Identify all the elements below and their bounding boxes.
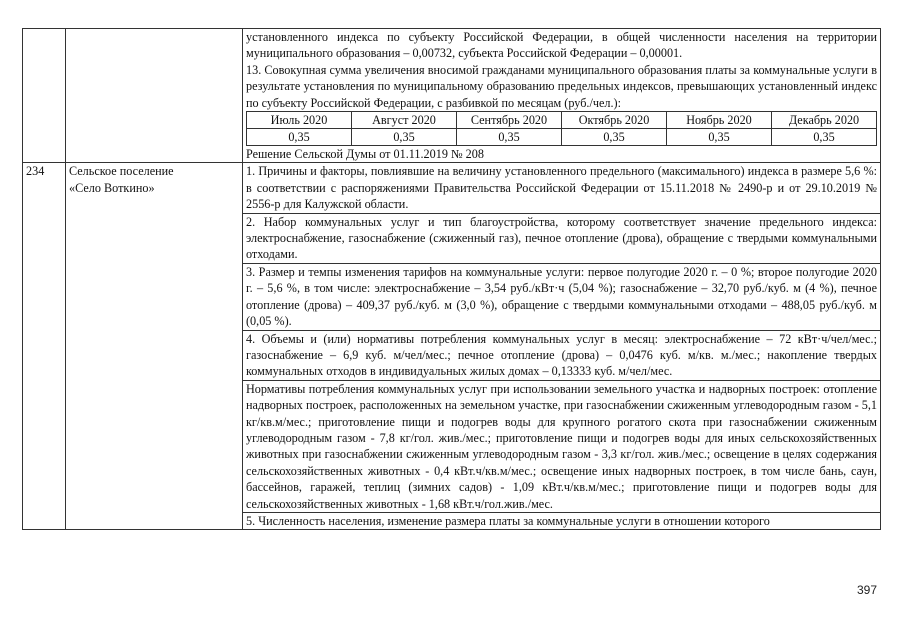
indices-table — [22, 28, 881, 530]
paragraph-1: 1. Причины и факторы, повлиявшие на величину установленного предельного (максимального) индекса в размере 5,6 %: в соответствии с распоряжениями Правительства Российской Федерации от 15.11.2018 № 2490-р и от 29.10.2019 № 2556-р для Калужской области. — [246, 164, 877, 212]
month-value: 0,35 — [667, 129, 772, 146]
municipality-name-line-2: «Село Воткино» — [69, 180, 155, 195]
month-header: Октябрь 2020 — [562, 112, 667, 129]
paragraph-2: 2. Набор коммунальных услуг и тип благоустройства, которому соответствует значение предельного индекса: электроснабжение, газоснабжение (сжиженный газ), печное отопление (дрова), обращение с твердыми коммунальными отходами. — [243, 213, 880, 263]
month-header: Ноябрь 2020 — [667, 112, 772, 129]
table-row — [23, 29, 881, 163]
values-row — [247, 129, 877, 146]
municipality-name-line-1: Сельское поселение — [69, 164, 174, 179]
row-number-cell — [23, 29, 66, 163]
municipality-name — [66, 163, 243, 530]
month-header: Июль 2020 — [247, 112, 352, 129]
month-header: Декабрь 2020 — [772, 112, 877, 129]
details-cell — [243, 163, 881, 530]
month-header: Сентябрь 2020 — [457, 112, 562, 129]
month-value: 0,35 — [772, 129, 877, 146]
row-number: 234 — [23, 163, 66, 530]
page-number: 397 — [856, 583, 877, 597]
month-value: 0,35 — [352, 129, 457, 146]
month-header: Август 2020 — [352, 112, 457, 129]
decision-reference: Решение Сельской Думы от 01.11.2019 № 208 — [246, 147, 484, 162]
paragraph-5: 5. Численность населения, изменение размера платы за коммунальные услуги в отношении которого — [243, 512, 880, 529]
month-value: 0,35 — [562, 129, 667, 146]
details-cell — [243, 29, 881, 163]
table-row — [23, 163, 881, 530]
month-value: 0,35 — [457, 129, 562, 146]
paragraph-4: 4. Объемы и (или) нормативы потребления коммунальных услуг в месяц: электроснабжение – 72 кВт·ч/чел/мес.; газоснабжение – 6,9 куб. м/чел/мес.; печное отопление (дрова) – 0,0476 куб. м/кв. м./мес.; накопление твердых коммунальных отходов в индивидуальных жилых домах – 0,13333 куб. м/чел/мес. — [243, 330, 880, 380]
monthly-increase-table — [246, 111, 877, 146]
month-value: 0,35 — [247, 129, 352, 146]
municipality-cell — [66, 29, 243, 163]
months-header-row — [247, 112, 877, 129]
paragraph-norms: Нормативы потребления коммунальных услуг при использовании земельного участка и надворных построек: отопление надворных построек, расположенных на земельном участке, при газоснабжении сжиженным углеводородным газом - 5,1 кг/кв.м/мес.; приготовление пищи и подогрев воды для крупного рогатого скота при газоснабжении сжиженным углеводородным газом - 7,8 кг/гол. жив./мес.; приготовление пищи и подогрев воды для иных сельскохозяйственных животных при газоснабжении сжиженным углеводородным газом - 3,3 кг/гол. жив./мес.; освещение в целях содержания сельскохозяйственных животных - 0,4 кВт.ч/кв.м/мес.; освещение иных надворных построек, в том числе бань, саун, бассейнов, гаражей, теплиц (зимних садов) - 1,09 кВт.ч/кв.м/мес.; приготовление пищи и подогрев воды для сельскохозяйственных животных - 1,68 кВт.ч/гол.жив./мес. — [243, 380, 880, 512]
paragraph-continued: установленного индекса по субъекту Российской Федерации, в общей численности населения на территории муниципального образования – 0,00732, субъекта Российской Федерации – 0,00001. — [246, 30, 877, 61]
paragraph-13: 13. Совокупная сумма увеличения вносимой гражданами муниципального образования платы за коммунальные услуги в результате установления по муниципальному образованию предельных индексов, превышающих установленный индекс по субъекту Российской Федерации, с разбивкой по месяцам (руб./чел.): — [246, 62, 877, 110]
paragraph-3: 3. Размер и темпы изменения тарифов на коммунальные услуги: первое полугодие 2020 г. – 0 %; второе полугодие 2020 г. – 5,6 %, в том числе: электроснабжение – 3,54 руб./кВт·ч (5,04 %); газоснабжение – 32,70 руб./куб. м (4 %), печное отопление (дрова) – 409,37 руб./куб. м (3,0 %), обращение с твердыми коммунальными отходами – 488,05 руб./куб. м (0,05 %). — [243, 263, 880, 330]
